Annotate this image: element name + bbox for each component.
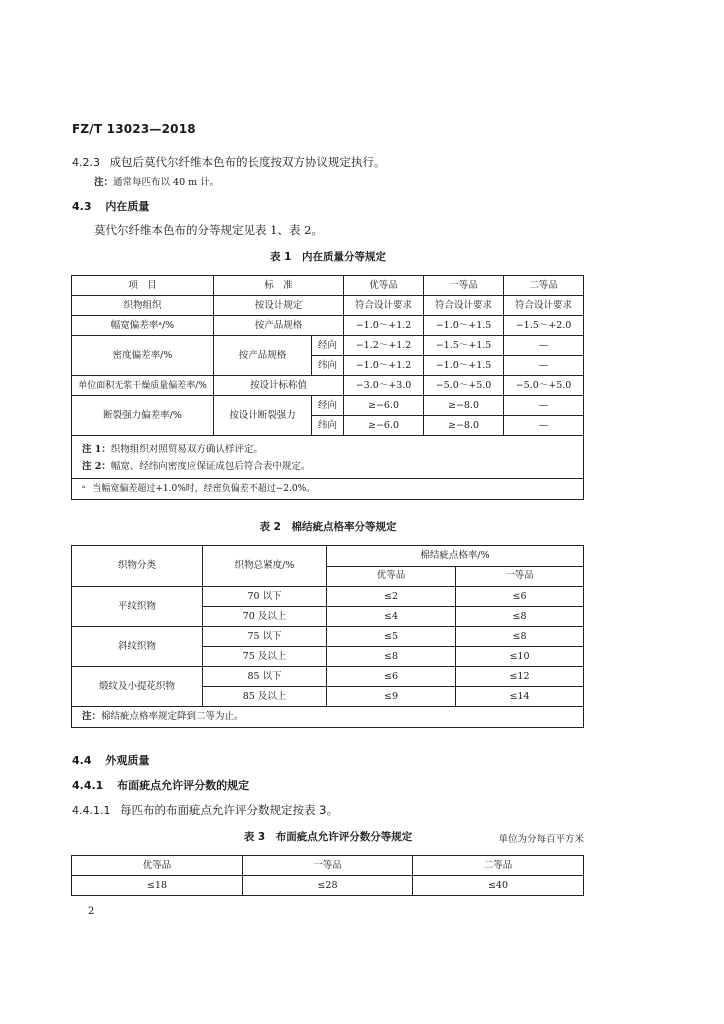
- document-id: FZ/T 13023—2018: [72, 122, 196, 136]
- table1-notes: [72, 436, 584, 479]
- section-number: 4.4.1.1: [72, 804, 111, 817]
- table2-header-class: 织物分类: [72, 546, 203, 587]
- table-cell: ≤14: [456, 687, 584, 707]
- table-cell: −5.0～+5.0: [504, 376, 584, 396]
- table-cell: ≤6: [456, 587, 584, 607]
- table-cell: ≤28: [243, 876, 413, 896]
- section-number: 4.3: [72, 200, 92, 213]
- table-row: [72, 316, 584, 336]
- table2-header-grade-excellent: 优等品: [327, 566, 456, 587]
- table2: [71, 545, 584, 728]
- table1-header-item: 项 目: [72, 276, 214, 296]
- note-label: 注 2：: [82, 461, 111, 472]
- table-cell: ≤8: [327, 647, 456, 667]
- table1-notes-row: [72, 436, 584, 479]
- note-text: 织物组织对照贸易双方确认样评定。: [110, 444, 263, 455]
- table-cell: ≤12: [456, 667, 584, 687]
- note-label: 注：: [94, 177, 114, 188]
- table-cell: ≥−8.0: [424, 416, 504, 436]
- table-cell: —: [504, 396, 584, 416]
- section-title: 外观质量: [105, 754, 150, 767]
- table1-header-standard: 标 准: [214, 276, 344, 296]
- table-row: [72, 296, 584, 316]
- note-label: 注 1：: [82, 444, 111, 455]
- table-cell: ≥−6.0: [344, 396, 424, 416]
- footnote-text: 当幅宽偏差超过+1.0%时，经密负偏差不超过−2.0%。: [92, 484, 316, 494]
- table-cell: ≤5: [327, 627, 456, 647]
- table-cell: 织物组织: [72, 296, 214, 316]
- table-cell: —: [504, 356, 584, 376]
- table-cell: 按设计规定: [214, 296, 344, 316]
- section-4-2-3-note: [94, 174, 219, 188]
- section-4-3-text: 莫代尔纤维本色布的分等规定见表 1、表 2。: [94, 223, 323, 237]
- table-cell: ≤8: [456, 627, 584, 647]
- table-cell: −3.0～+3.0: [344, 376, 424, 396]
- table3-caption: 表 3 布面疵点允许评分数分等规定: [243, 831, 413, 843]
- table-cell: 按产品规格: [214, 316, 344, 336]
- table-cell: −1.5～+1.5: [424, 336, 504, 356]
- note-label: 注：: [82, 711, 102, 722]
- table-cell: 平纹织物: [72, 587, 203, 627]
- table-row: [72, 876, 584, 896]
- table3-header-grade-excellent: 优等品: [72, 856, 243, 876]
- table-row: [72, 336, 584, 356]
- section-text: 成包后莫代尔纤维本色布的长度按双方协议规定执行。: [109, 155, 386, 169]
- table-cell: ≤4: [327, 607, 456, 627]
- table-cell: 70 及以上: [203, 607, 327, 627]
- table-cell: 纬向: [312, 416, 344, 436]
- table-cell: ≤8: [456, 607, 584, 627]
- table2-header-rate: 棉结疵点格率/%: [327, 546, 584, 567]
- section-4-4-1-heading: [72, 777, 249, 793]
- section-4-4-heading: [72, 752, 149, 768]
- table-cell: —: [504, 336, 584, 356]
- note-text: 通常每匹布以 40 m 计。: [113, 177, 220, 188]
- table1-footnote-row: [72, 479, 584, 500]
- table-cell: 经向: [312, 396, 344, 416]
- table-cell: 75 及以上: [203, 647, 327, 667]
- section-4-2-3: [72, 154, 386, 170]
- table-cell: −1.0～+1.5: [424, 316, 504, 336]
- note-text: 幅宽、经纬向密度应保证成包后符合表中规定。: [110, 461, 311, 472]
- table-cell: 幅宽偏差率ᵃ/%: [72, 316, 214, 336]
- table1-header-grade-excellent: 优等品: [344, 276, 424, 296]
- table3: [71, 855, 584, 896]
- table-cell: 符合设计要求: [344, 296, 424, 316]
- table-cell: 纬向: [312, 356, 344, 376]
- table-cell: ≤40: [413, 876, 584, 896]
- section-title: 布面疵点允许评分数的规定: [117, 779, 250, 792]
- section-number: 4.2.3: [72, 156, 100, 169]
- table-cell: 单位面积无浆干燥质量偏差率/%: [72, 376, 214, 396]
- table-cell: −1.2～+1.2: [344, 336, 424, 356]
- table2-note-row: [72, 707, 584, 728]
- table-cell: ≤10: [456, 647, 584, 667]
- table-cell: 85 以下: [203, 667, 327, 687]
- table-cell: −1.0～+1.2: [344, 316, 424, 336]
- table-cell: —: [504, 416, 584, 436]
- section-text: 每匹布的布面疵点允许评分数规定按表 3。: [119, 803, 338, 817]
- table1-header-grade-second: 二等品: [504, 276, 584, 296]
- table-cell: −1.0～+1.2: [344, 356, 424, 376]
- table2-caption: 表 2 棉结疵点格率分等规定: [259, 521, 397, 533]
- table-row: [72, 376, 584, 396]
- table-cell: −1.0～+1.5: [424, 356, 504, 376]
- table1-caption: 表 1 内在质量分等规定: [270, 251, 386, 263]
- table-row: [72, 587, 584, 607]
- table-cell: ≥−8.0: [424, 396, 504, 416]
- table-cell: 75 以下: [203, 627, 327, 647]
- note-text: 棉结疵点格率规定降到二等为止。: [101, 711, 244, 722]
- table2-header-tightness: 织物总紧度/%: [203, 546, 327, 587]
- table3-header-grade-second: 二等品: [413, 856, 584, 876]
- table-cell: 85 及以上: [203, 687, 327, 707]
- table-cell: 按设计标称值: [214, 376, 344, 396]
- section-4-3-heading: [72, 198, 149, 214]
- section-title: 内在质量: [105, 200, 150, 213]
- table-cell: 符合设计要求: [424, 296, 504, 316]
- table3-unit: 单位为分每百平方米: [498, 834, 584, 845]
- table-cell: ≤18: [72, 876, 243, 896]
- table-cell: ≤2: [327, 587, 456, 607]
- table-cell: 按产品规格: [214, 336, 312, 376]
- section-4-4-1-1: [72, 802, 338, 818]
- table2-header-grade-first: 一等品: [456, 566, 584, 587]
- table-row: [72, 627, 584, 647]
- table-cell: 缎纹及小提花织物: [72, 667, 203, 707]
- footnote-mark: ᵃ: [82, 484, 86, 494]
- table-cell: ≥−6.0: [344, 416, 424, 436]
- table-cell: 斜纹织物: [72, 627, 203, 667]
- table-row: [72, 667, 584, 687]
- table-cell: ≤6: [327, 667, 456, 687]
- table3-header-grade-first: 一等品: [243, 856, 413, 876]
- table-cell: ≤9: [327, 687, 456, 707]
- table1: [71, 275, 584, 500]
- table2-note: [72, 707, 584, 728]
- table-cell: 断裂强力偏差率/%: [72, 396, 214, 436]
- table-cell: 经向: [312, 336, 344, 356]
- section-number: 4.4.1: [72, 779, 104, 792]
- table1-header-grade-first: 一等品: [424, 276, 504, 296]
- table-cell: 按设计断裂强力: [214, 396, 312, 436]
- section-number: 4.4: [72, 754, 92, 767]
- table-cell: −5.0～+5.0: [424, 376, 504, 396]
- table-cell: 70 以下: [203, 587, 327, 607]
- table-cell: 密度偏差率/%: [72, 336, 214, 376]
- table-cell: 符合设计要求: [504, 296, 584, 316]
- table-row: [72, 396, 584, 416]
- table-cell: −1.5～+2.0: [504, 316, 584, 336]
- table1-footnote: [72, 479, 584, 500]
- page-number: 2: [88, 906, 95, 917]
